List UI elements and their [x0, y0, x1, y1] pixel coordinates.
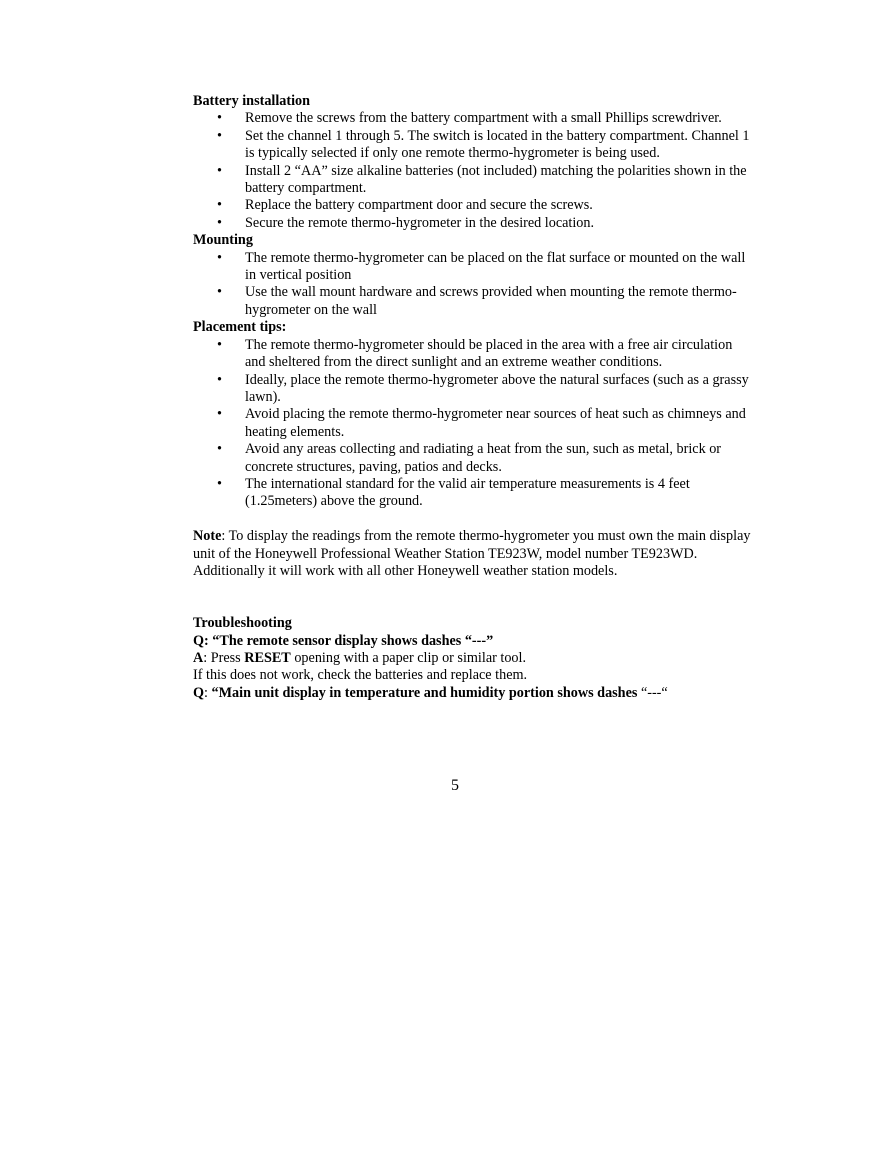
- answer-label: A: [193, 649, 204, 666]
- question-label: Q: [193, 684, 205, 701]
- note-text: : To display the readings from the remote thermo-hygrometer you must own the main display unit of the Honeywell Professional Weather Station TE923W, model number TE923WD. Additionally it will work with all other Honeywell weather station models.: [193, 528, 751, 579]
- bullet-icon: •: [217, 336, 222, 353]
- bullet-icon: •: [217, 441, 222, 458]
- bullet-icon: •: [217, 110, 222, 127]
- bullet-icon: •: [217, 127, 222, 144]
- list-item: • Use the wall mount hardware and screws provided when mounting the remote thermo-hygrometer on the wall: [217, 284, 737, 318]
- bullet-icon: •: [217, 284, 222, 301]
- mounting-list: [193, 250, 753, 320]
- reset-keyword: RESET: [244, 649, 291, 666]
- list-item: • Install 2 “AA” size alkaline batteries (not included) matching the polarities shown in the battery compartment.: [217, 162, 747, 197]
- bullet-icon: •: [217, 197, 222, 214]
- placement-list: [193, 337, 753, 511]
- bullet-icon: •: [217, 162, 222, 179]
- troubleshooting-heading: Troubleshooting: [193, 615, 292, 632]
- list-item: • Remove the screws from the battery compartment with a small Phillips screwdriver.: [217, 110, 722, 127]
- note-label: Note: [193, 528, 222, 545]
- answer-1: A: Press RESET opening with a paper clip or similar tool.: [193, 649, 527, 666]
- bullet-icon: •: [217, 249, 222, 266]
- question-2: Q: “Main unit display in temperature and humidity portion shows dashes “---“: [193, 684, 668, 701]
- mounting-heading: Mounting: [193, 232, 253, 249]
- list-item: • The remote thermo-hygrometer can be placed on the flat surface or mounted on the wall in vertical position: [217, 249, 746, 284]
- battery-heading: Battery installation: [193, 93, 311, 109]
- bullet-icon: •: [217, 214, 222, 231]
- list-item: • Replace the battery compartment door and secure the screws.: [217, 197, 593, 214]
- list-item: • Avoid placing the remote thermo-hygrometer near sources of heat such as chimneys and heating elements.: [217, 406, 746, 440]
- answer-1-line-2: If this does not work, check the batteries and replace them.: [193, 667, 528, 684]
- list-item: • The remote thermo-hygrometer should be placed in the area with a free air circulation and sheltered from the direct sunlight and an extreme weather conditions.: [217, 336, 733, 371]
- list-item: • The international standard for the valid air temperature measurements is 4 feet (1.25meters) above the ground.: [217, 475, 690, 510]
- list-item: • Secure the remote thermo-hygrometer in the desired location.: [217, 214, 595, 231]
- bullet-icon: •: [217, 475, 222, 492]
- placement-heading: Placement tips:: [193, 319, 287, 336]
- page-number: 5: [451, 777, 459, 794]
- spacer: [193, 580, 753, 615]
- battery-list: [193, 110, 753, 232]
- list-item: • Ideally, place the remote thermo-hygrometer above the natural surfaces (such as a grassy lawn).: [217, 371, 749, 405]
- note-paragraph: [193, 528, 753, 580]
- list-item: • Set the channel 1 through 5. The switch is located in the battery compartment. Channel 1 is typically selected if only one remote thermo-hygrometer is being used.: [217, 127, 750, 162]
- bullet-icon: •: [217, 406, 222, 423]
- document-page: [193, 93, 753, 702]
- bullet-icon: •: [217, 371, 222, 388]
- list-item: • Avoid any areas collecting and radiating a heat from the sun, such as metal, brick or concrete structures, paving, patios and decks.: [217, 441, 722, 475]
- question-1: Q: “The remote sensor display shows dashes “---”: [193, 632, 494, 649]
